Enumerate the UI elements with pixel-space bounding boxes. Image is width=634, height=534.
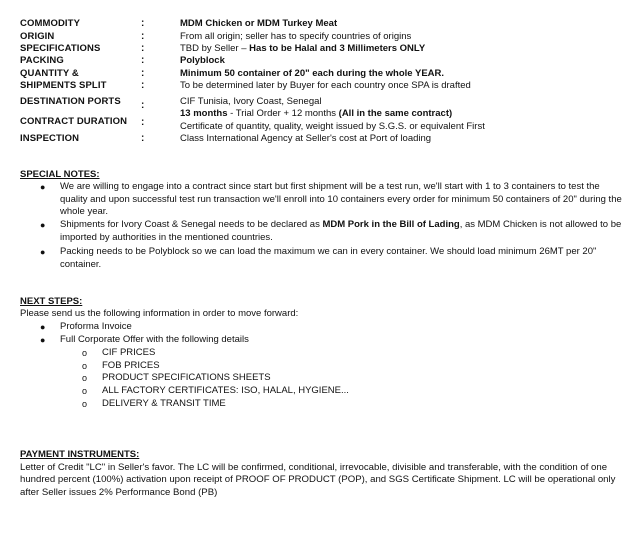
spec-value-plain: TBD by Seller – bbox=[180, 43, 250, 54]
spec-value-bold: 13 months bbox=[180, 108, 228, 119]
sub-item: DELIVERY & TRANSIT TIME bbox=[102, 398, 226, 409]
spec-label: DESTINATION PORTS bbox=[20, 96, 121, 107]
circle-bullet-icon: o bbox=[82, 373, 88, 383]
spec-value: MDM Chicken or MDM Turkey Meat bbox=[180, 18, 338, 29]
colon: : bbox=[141, 117, 145, 128]
note-text-b: , as MDM Chicken is not allowed to be imported by authorities in the mentioned countries. bbox=[60, 219, 622, 243]
circle-bullet-icon: o bbox=[82, 399, 88, 409]
spec-value-plain: - Trial Order + 12 months bbox=[227, 108, 339, 119]
note-text-bold: MDM Pork in the Bill of Lading bbox=[322, 219, 460, 230]
spec-row-specifications bbox=[20, 43, 620, 55]
spec-value: From all origin; seller has to specify countries of origins bbox=[180, 31, 412, 42]
spec-label: SPECIFICATIONS bbox=[20, 43, 101, 54]
spec-value: Minimum 50 container of 20" each during the whole YEAR. bbox=[180, 68, 445, 79]
special-note-item bbox=[40, 219, 625, 245]
colon: : bbox=[141, 100, 145, 111]
spec-label: SHIPMENTS SPLIT bbox=[20, 80, 107, 91]
bullet-icon: ● bbox=[40, 247, 46, 257]
colon: : bbox=[141, 43, 145, 54]
bullet-icon: ● bbox=[40, 182, 46, 192]
sub-item: FOB PRICES bbox=[102, 360, 160, 371]
spec-value: CIF Tunisia, Ivory Coast, Senegal bbox=[180, 96, 322, 107]
next-step-text: Proforma Invoice bbox=[60, 321, 132, 332]
spec-row-origin bbox=[20, 31, 620, 43]
special-note-item bbox=[40, 181, 625, 219]
next-steps-intro: Please send us the following information in order to move forward: bbox=[20, 308, 299, 319]
spec-row-shipments-split bbox=[20, 80, 620, 92]
spec-label: CONTRACT DURATION bbox=[20, 116, 128, 127]
spec-value: To be determined later by Buyer for each country once SPA is drafted bbox=[180, 80, 471, 91]
bullet-icon: ● bbox=[40, 220, 46, 230]
special-notes-heading: SPECIAL NOTES: bbox=[20, 169, 100, 180]
spec-label: INSPECTION bbox=[20, 133, 80, 144]
spec-row-inspection-2 bbox=[20, 133, 620, 145]
colon: : bbox=[141, 55, 145, 66]
spec-value-bold: Has to be Halal and 3 Millimeters ONLY bbox=[249, 43, 426, 54]
spec-label: QUANTITY & bbox=[20, 68, 79, 79]
spec-row-destination-ports bbox=[20, 96, 620, 111]
next-step-item bbox=[40, 321, 625, 333]
circle-bullet-icon: o bbox=[82, 386, 88, 396]
spec-value: Polyblock bbox=[180, 55, 225, 66]
spec-label: COMMODITY bbox=[20, 18, 81, 29]
payment-heading: PAYMENT INSTRUMENTS: bbox=[20, 449, 140, 460]
special-note-item bbox=[40, 246, 625, 272]
spec-row-packing bbox=[20, 55, 620, 67]
bullet-icon: ● bbox=[40, 322, 46, 332]
sub-item: PRODUCT SPECIFICATIONS SHEETS bbox=[102, 372, 271, 383]
spec-value: Class International Agency at Seller's cost at Port of loading bbox=[180, 133, 432, 144]
spec-value bbox=[180, 108, 452, 120]
circle-bullet-icon: o bbox=[82, 348, 88, 358]
colon: : bbox=[141, 80, 145, 91]
colon: : bbox=[141, 68, 145, 79]
next-step-text: Full Corporate Offer with the following details bbox=[60, 334, 249, 345]
spec-row-inspection bbox=[20, 117, 620, 133]
special-note-text: We are willing to engage into a contract since start but first shipment will be a test run, we'll start with 1 to 3 containers to test the quality and upon successful test run transaction we'll enroll into 10 containers every order for minimum 50 containers of 20" during the whole year. bbox=[60, 181, 622, 217]
colon: : bbox=[141, 133, 145, 144]
spec-value bbox=[180, 43, 425, 55]
spec-row-commodity bbox=[20, 18, 620, 30]
colon: : bbox=[141, 31, 145, 42]
special-note-text: Packing needs to be Polyblock so we can load the maximum we can in every container. We should load minimum 26MT per 20" container. bbox=[60, 246, 597, 270]
spec-label: ORIGIN bbox=[20, 31, 55, 42]
next-steps-heading: NEXT STEPS: bbox=[20, 296, 83, 307]
next-step-item bbox=[40, 334, 625, 346]
sub-item: CIF PRICES bbox=[102, 347, 156, 358]
special-note-text bbox=[60, 219, 625, 244]
spec-label: PACKING bbox=[20, 55, 64, 66]
spec-row-quantity bbox=[20, 68, 620, 80]
spec-value-bold-2: (All in the same contract) bbox=[338, 108, 453, 119]
colon: : bbox=[141, 18, 145, 29]
circle-bullet-icon: o bbox=[82, 361, 88, 371]
bullet-icon: ● bbox=[40, 335, 46, 345]
sub-item: ALL FACTORY CERTIFICATES: ISO, HALAL, HYGIENE... bbox=[102, 385, 349, 396]
spec-value: Certificate of quantity, quality, weight issued by S.G.S. or equivalent First bbox=[180, 121, 485, 132]
note-text-a: Shipments for Ivory Coast & Senegal needs to be declared as bbox=[60, 219, 323, 230]
payment-text: Letter of Credit "LC" in Seller's favor. The LC will be confirmed, conditional, irrevocable, divisible and transferable, with the condition of one hundred percent (100%) activation upon receipt of PROOF OF PRODUCT (POP), and SGS Certificate Shipment. LC will be operational only after Seller issues 2% Performance Bond (PB) bbox=[20, 462, 616, 498]
